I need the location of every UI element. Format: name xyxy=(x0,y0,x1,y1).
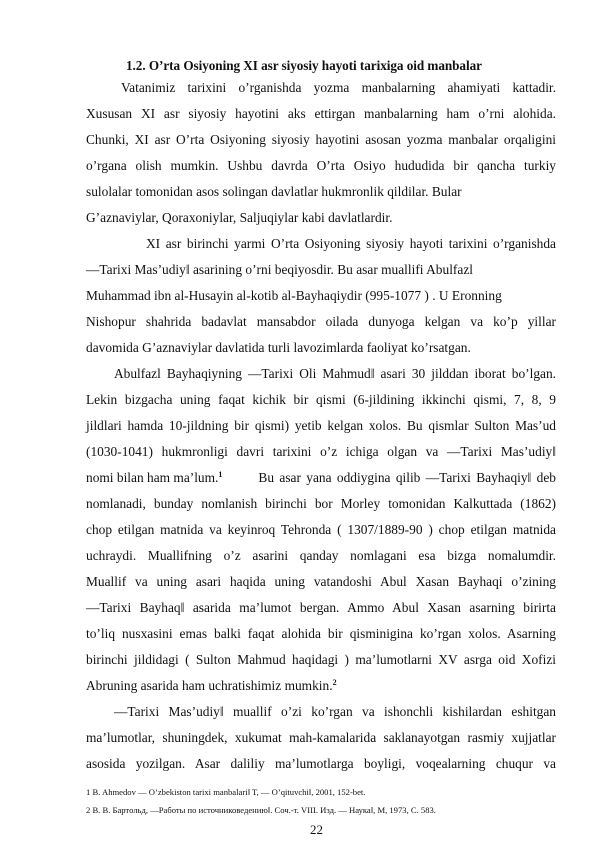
paragraph-line: Chunki, XI asr O’rta Osiyoning siyosiy hayotini asosan yozma manbalar orqaligini xyxy=(86,132,556,147)
paragraph-line: uchraydi. Muallifning o’z asarini qanday nomlagani esa bizga nomalumdir. xyxy=(86,548,556,563)
footnote-mark: 1 xyxy=(218,470,223,479)
paragraph-line: jildlari hamda 10-jildning bir qismi) yetib kelgan xolos. Bu qismlar Sulton Mas’ud xyxy=(86,418,556,433)
paragraph-line: nomlanadi, bunday nomlanish birinchi bor Morley tomonidan Kalkuttada (1862) xyxy=(86,496,556,511)
paragraph-line: ―Tarixi Bayhaq‖ asarida ma’lumot bergan. Ammo Abul Xasan asarning birirta xyxy=(86,600,556,615)
paragraph-line: Muhammad ibn al-Husayin al-kotib al-Bayhaqiydir (995-1077 ) . U Eronning xyxy=(86,288,502,303)
footnote-mark: 2 xyxy=(332,678,337,687)
paragraph-line: ma’lumotlar, shuningdek, xukumat mah-kamalarida saklanayotgan rasmiy xujjatlar xyxy=(86,730,556,745)
paragraph-fragment: Abruning asarida ham uchratishimiz mumkin. xyxy=(86,678,333,693)
paragraph-line: G’aznaviylar, Qoraxoniylar, Saljuqiylar kabi davlatlardir. xyxy=(86,210,393,225)
paragraph-line: asosida yozilgan. Asar daliliy ma’lumotlarga boyligi, voqealarning chuqur va xyxy=(86,756,556,771)
paragraph-fragment: Bu asar yana oddiygina qilib ―Tarixi Bayhaqiy‖ deb xyxy=(258,470,556,485)
footnote: 1 B. Ahmedov ― O’zbekiston tarixi manbalari‖ T, ― O’qituvchi‖, 2001, 152-bet. xyxy=(86,787,366,797)
paragraph-line-with-footnote xyxy=(86,678,556,694)
paragraph-line: sulolalar tomonidan asos solingan davlatlar hukmronlik qildilar. Bular xyxy=(86,184,462,199)
paragraph-fragment: nomi bilan ham ma’lum.$^1$ xyxy=(86,470,223,485)
paragraph-line: chop etilgan matnida va keyinroq Tehronda ( 1307/1889-90 ) chop etilgan matnida xyxy=(86,522,556,537)
paragraph-line: ―Tarixi Mas’udiy‖ asarining o’rni beqiyosdir. Bu asar muallifi Abulfazl xyxy=(86,262,473,277)
paragraph-line: birinchi jildidagi ( Sulton Mahmud haqidagi ) ma’lumotlarni XV asrga oid Xofizi xyxy=(86,652,556,667)
paragraph-line: Xususan XI asr siyosiy hayotini aks ettirgan manbalarning ham o’rni alohida. xyxy=(86,106,556,121)
paragraph-line: Muallif va uning asari haqida uning vatandoshi Abul Xasan Bayhaqi o’zining xyxy=(86,574,556,589)
paragraph-line: ―Tarixi Mas’udiy‖ muallif o’zi ko’rgan va ishonchli kishilardan eshitgan xyxy=(114,704,556,719)
paragraph-line: Vatanimiz tarixini o’rganishda yozma manbalarning ahamiyati kattadir. xyxy=(121,80,556,95)
paragraph-line: Abulfazl Bayhaqiyning ―Tarixi Oli Mahmud‖ asari 30 jilddan iborat bo’lgan. xyxy=(114,366,556,381)
paragraph-line-with-footnote xyxy=(86,470,556,486)
paragraph-line: to’liq nusxasini emas balki faqat alohida bir qisminigina ko’rgan xolos. Asarning xyxy=(86,626,556,641)
paragraph-line: XI asr birinchi yarmi O’rta Osiyoning siyosiy hayoti tarixini o’rganishda xyxy=(146,236,556,251)
section-heading: 1.2. O’rta Osiyoning XI asr siyosiy hayoti tarixiga oid manbalar xyxy=(126,58,482,73)
paragraph-line: Nishopur shahrida badavlat mansabdor oilada dunyoga kelgan va ko’p yillar xyxy=(86,314,556,329)
document-page xyxy=(86,0,556,842)
footnote: 2 В. В. Бартольд, ―Работы по источниковедению‖. Соч.-т. VIII. Изд. ― Наука‖, М, 1973, С. 583. xyxy=(86,805,436,815)
page-number: 22 xyxy=(310,822,323,837)
paragraph-line: davomida G’aznaviylar davlatida turli lavozimlarda faoliyat ko’rsatgan. xyxy=(86,340,471,355)
paragraph-line: Lekin bizgacha uning faqat kichik bir qismi (6-jildining ikkinchi qismi, 7, 8, 9 xyxy=(86,392,556,407)
paragraph-line: o’rgana olish mumkin. Ushbu davrda O’rta Osiyo hududida bir qancha turkiy xyxy=(86,158,556,173)
paragraph-line: (1030-1041) hukmronligi davri tarixini o’z ichiga olgan va ―Tarixi Mas’udiy‖ xyxy=(86,444,556,459)
